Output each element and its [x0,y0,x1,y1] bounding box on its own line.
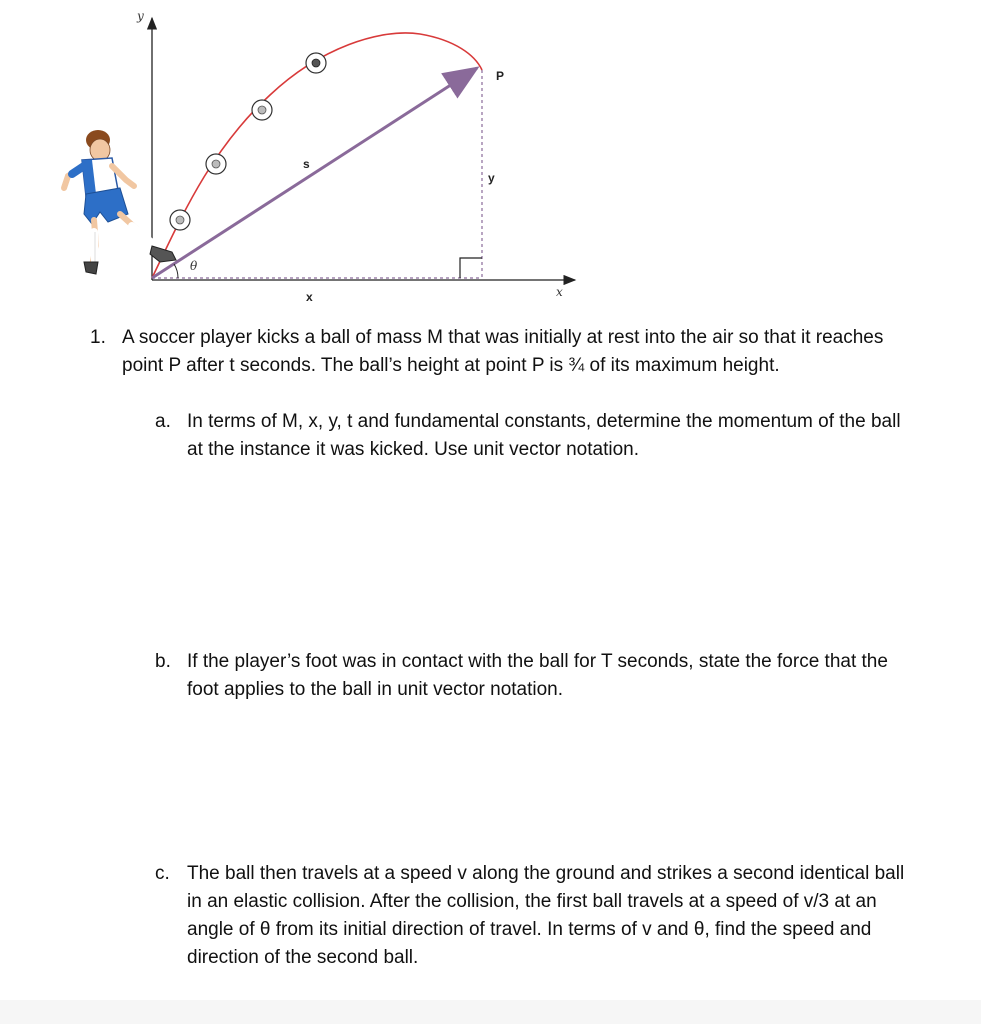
part-c-letter: c. [155,863,170,884]
vertical-label: y [488,171,495,185]
horizontal-label: x [306,290,313,304]
right-angle-marker [460,258,482,278]
question-number: 1. [90,327,106,348]
point-label: P [496,69,505,83]
soccer-player-illustration [64,130,176,274]
page-footer-strip [0,1000,981,1024]
soccer-ball-icon [170,210,190,230]
x-axis-label: x [556,285,563,299]
y-axis-label: y [137,9,144,23]
soccer-ball-icon [206,154,226,174]
displacement-label: s [303,157,310,171]
part-b-letter: b. [155,651,171,672]
soccer-ball-icon [306,53,326,73]
angle-label: θ [190,259,198,273]
part-c-text: The ball then travels at a speed v along the ground and strikes a second identical ball in an elastic collision. After the collision, the first ball travels at a speed of v/3 at an angle of θ from its initial direction of travel. In terms of v and θ, find the speed and direction of the second ball. [187,863,905,968]
question-stem: A soccer player kicks a ball of mass M that was initially at rest into the air so that it reaches point P after t seconds. The ball’s height at point P is ¾ of its maximum height. [122,327,884,376]
part-a-text: In terms of M, x, y, t and fundamental constants, determine the momentum of the ball at the instance it was kicked. Use unit vector notation. [187,411,901,460]
part-a-letter: a. [155,411,171,432]
projectile-diagram [0,0,981,310]
soccer-ball-icon [252,100,272,120]
part-b-text: If the player’s foot was in contact with the ball for T seconds, state the force that the foot applies to the ball in unit vector notation. [187,651,888,700]
displacement-vector [152,68,477,278]
angle-arc [174,264,178,278]
